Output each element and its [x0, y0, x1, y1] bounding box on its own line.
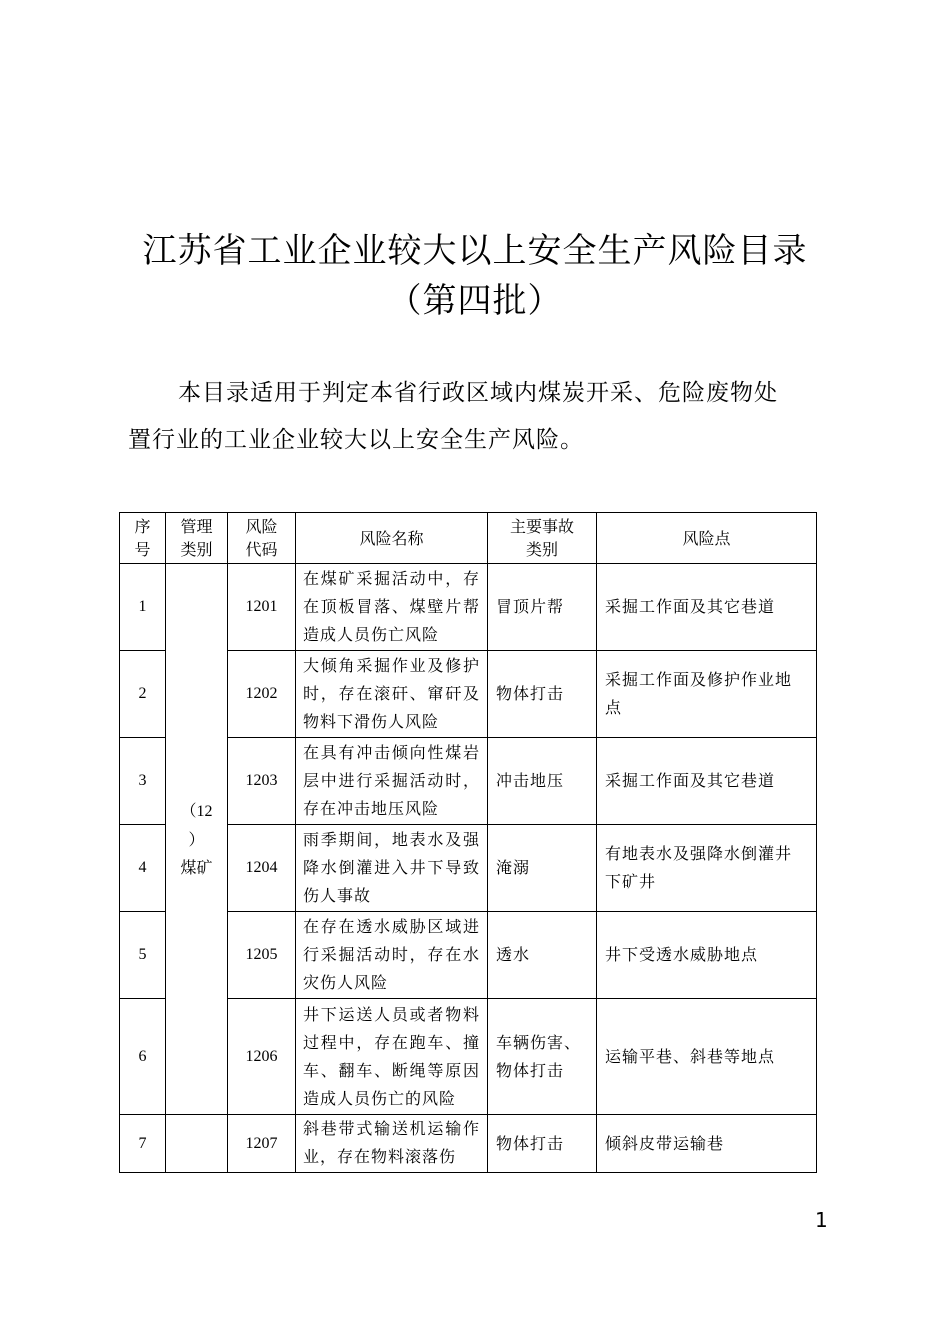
header-accident-type: 主要事故 类别	[488, 513, 597, 564]
header-mgmt-category: 管理 类别	[166, 513, 228, 564]
header-risk-code: 风险 代码	[228, 513, 296, 564]
cell-seq: 1	[120, 564, 166, 651]
header-seq: 序 号	[120, 513, 166, 564]
cell-risk-code: 1202	[228, 651, 296, 738]
cell-risk-name: 雨季期间，地表水及强降水倒灌进入井下导致伤人事故	[296, 825, 488, 912]
cell-seq: 2	[120, 651, 166, 738]
cell-accident-type: 透水	[488, 912, 597, 999]
cell-mgmt-category: （12 ） 煤矿	[166, 564, 228, 1115]
intro-paragraph	[128, 370, 838, 464]
cell-risk-point: 井下受透水威胁地点	[597, 912, 817, 999]
table-row	[120, 564, 817, 651]
cell-accident-type: 车辆伤害、物体打击	[488, 999, 597, 1115]
cell-risk-name: 在具有冲击倾向性煤岩层中进行采掘活动时，存在冲击地压风险	[296, 738, 488, 825]
risk-table	[119, 512, 817, 1173]
cell-risk-name: 在存在透水威胁区域进行采掘活动时，存在水灾伤人风险	[296, 912, 488, 999]
table-header-row	[120, 513, 817, 564]
cell-accident-type: 物体打击	[488, 651, 597, 738]
cell-risk-name	[296, 1115, 488, 1173]
cell-seq: 7	[120, 1115, 166, 1173]
cell-risk-point: 采掘工作面及其它巷道	[597, 738, 817, 825]
document-title-line1: 江苏省工业企业较大以上安全生产风险目录	[142, 231, 808, 271]
intro-line-2: 置行业的工业企业较大以上安全生产风险。	[128, 427, 584, 453]
document-title-line2: （第四批）	[387, 281, 563, 321]
cell-seq: 3	[120, 738, 166, 825]
header-risk-point: 风险点	[597, 513, 817, 564]
cell-risk-point: 运输平巷、斜巷等地点	[597, 999, 817, 1115]
cell-accident-type: 物体打击	[488, 1115, 597, 1173]
cell-risk-code: 1204	[228, 825, 296, 912]
cell-seq: 4	[120, 825, 166, 912]
cell-risk-name: 大倾角采掘作业及修护时，存在滚矸、窜矸及物料下滑伤人风险	[296, 651, 488, 738]
cell-risk-code: 1207	[228, 1115, 296, 1173]
cell-risk-point: 采掘工作面及其它巷道	[597, 564, 817, 651]
cell-risk-code: 1205	[228, 912, 296, 999]
cell-risk-code: 1206	[228, 999, 296, 1115]
cell-risk-name: 井下运送人员或者物料过程中，存在跑车、撞车、翻车、断绳等原因造成人员伤亡的风险	[296, 999, 488, 1115]
header-risk-name: 风险名称	[296, 513, 488, 564]
intro-line-1: 本目录适用于判定本省行政区域内煤炭开采、危险废物处	[178, 380, 778, 406]
cell-seq: 5	[120, 912, 166, 999]
cell-risk-code: 1203	[228, 738, 296, 825]
cell-risk-point: 采掘工作面及修护作业地点	[597, 651, 817, 738]
cell-accident-type: 冒顶片帮	[488, 564, 597, 651]
cell-mgmt-category-empty	[166, 1115, 228, 1173]
cell-risk-point: 有地表水及强降水倒灌井下矿井	[597, 825, 817, 912]
cell-risk-point: 倾斜皮带运输巷	[597, 1115, 817, 1173]
table-row	[120, 1115, 817, 1173]
risk-name-text: 斜巷带式输送机运输作业，存在物料滚落伤	[303, 1119, 480, 1166]
page-number: 1	[815, 1208, 828, 1232]
cell-seq: 6	[120, 999, 166, 1115]
cell-accident-type: 淹溺	[488, 825, 597, 912]
cell-risk-name: 在煤矿采掘活动中，存在顶板冒落、煤壁片帮造成人员伤亡风险	[296, 564, 488, 651]
cell-risk-code: 1201	[228, 564, 296, 651]
cell-accident-type: 冲击地压	[488, 738, 597, 825]
